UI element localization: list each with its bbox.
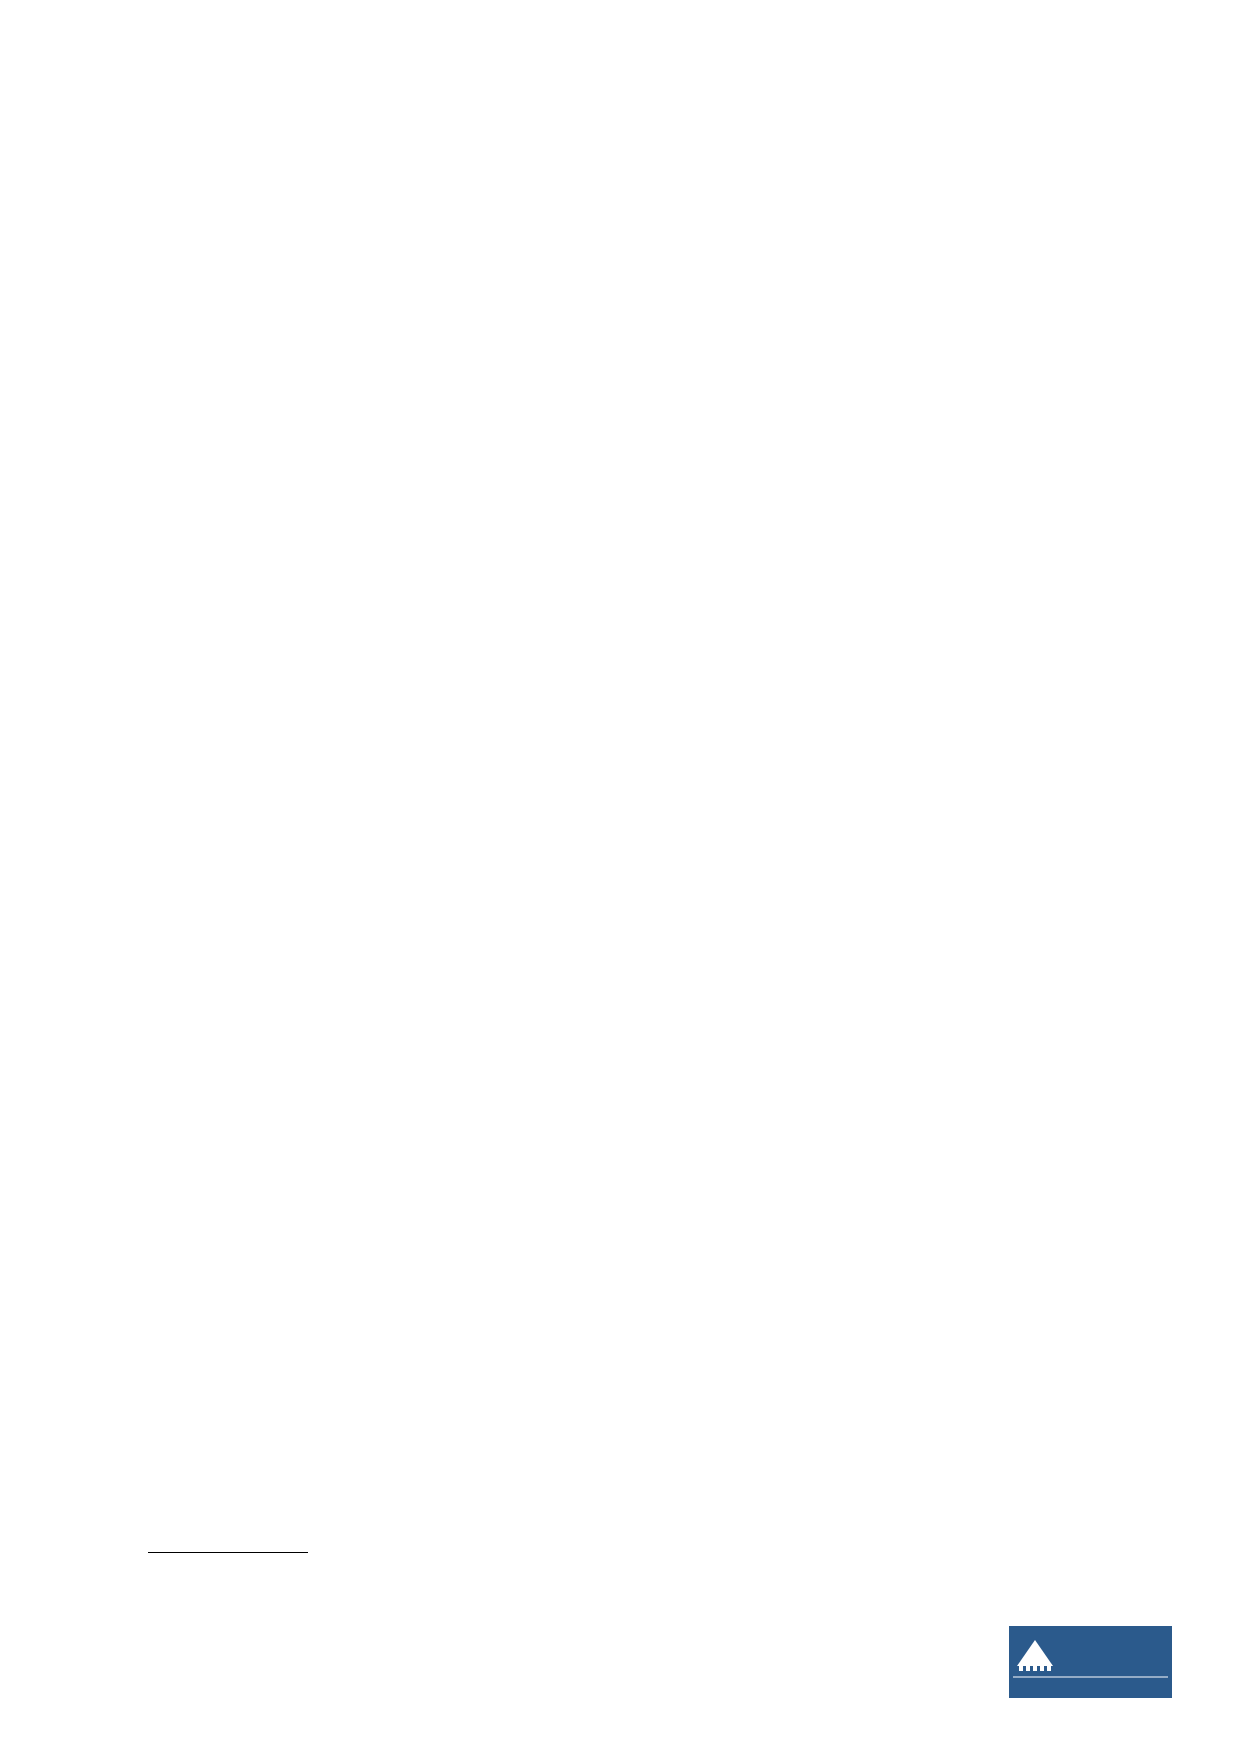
list-item: [186, 1435, 222, 1464]
event-location: [148, 232, 1148, 261]
day-heading-sunday: [148, 754, 1148, 783]
event-line: [148, 203, 1148, 232]
day-heading-saturday: [148, 464, 1148, 493]
event-line: [148, 580, 1148, 609]
event-line: [148, 348, 1148, 377]
distribution-list: [186, 1406, 222, 1493]
event-location: [148, 841, 1148, 870]
signature-line: [148, 1538, 308, 1553]
event-line: [148, 638, 1148, 667]
day-heading-friday: [148, 290, 1148, 319]
prepared-by: [148, 1538, 308, 1559]
program-schedule: [148, 145, 1148, 870]
event-location: [148, 377, 1148, 406]
list-item: [186, 1464, 222, 1493]
list-item: [186, 1406, 222, 1435]
event-line: [148, 406, 1148, 435]
event-location: [148, 609, 1148, 638]
event-line: [148, 812, 1148, 841]
event-location: [148, 667, 1148, 696]
event-line: [148, 522, 1148, 551]
day-heading-tuesday: [148, 145, 1148, 174]
bfc-logo: [1009, 1626, 1172, 1698]
event-location: [148, 551, 1148, 580]
